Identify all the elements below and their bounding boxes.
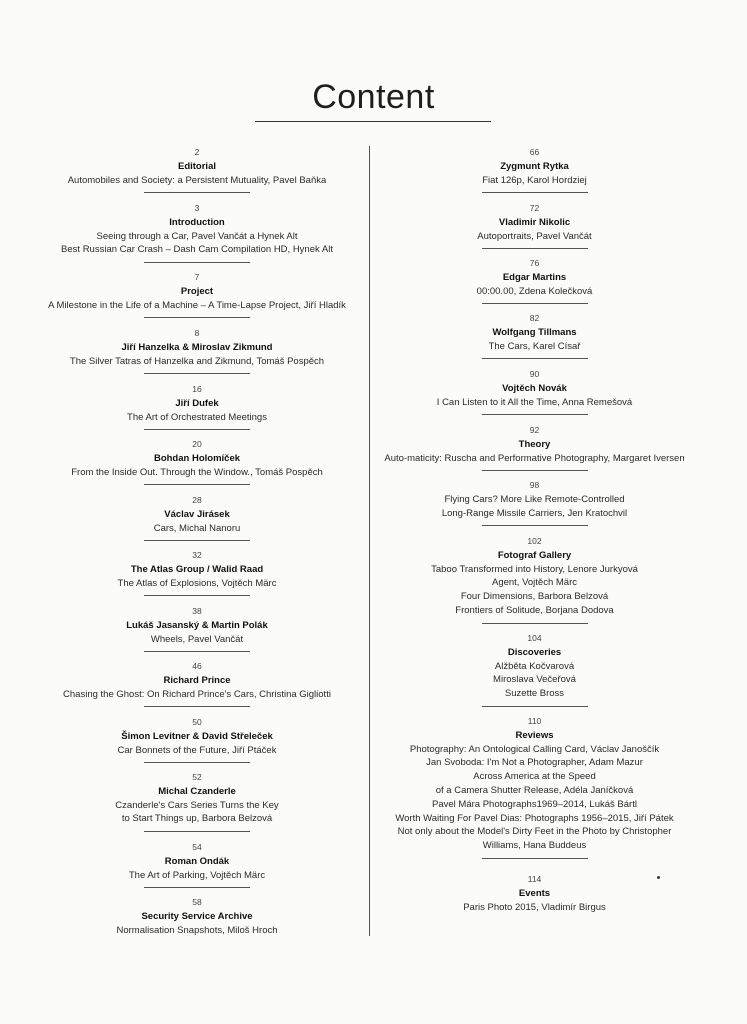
article-line: The Art of Orchestrated Meetings [127,411,267,423]
article-line: Taboo Transformed into History, Lenore Jurkyová [431,563,638,575]
entry-separator [482,303,588,304]
article-line: of a Camera Shutter Release, Adéla Janíčková [435,784,634,796]
section-name: Jiří Hanzelka & Miroslav Zikmund [121,341,273,353]
section-name: Events [518,887,551,899]
section-name: Richard Prince [163,674,231,686]
article-line: Pavel Mára Photographs1969–2014, Lukáš Bártl [432,798,637,810]
toc-entry [20,383,374,430]
toc-entry [372,535,697,624]
article-line: Car Bonnets of the Future, Jiří Ptáček [117,744,277,756]
page-number: 16 [192,384,202,394]
entry-separator [482,192,588,193]
entry-separator [144,887,250,888]
section-name: Vojtěch Novák [502,382,567,394]
toc-entry [372,632,697,707]
speck [657,876,660,879]
toc-entry [20,146,374,193]
section-name: Edgar Martins [502,271,567,283]
article-line: Long-Range Missile Carriers, Jen Kratochvil [441,507,628,519]
entry-separator [482,706,588,707]
article-line: The Cars, Karel Císař [488,340,581,352]
page-number: 114 [527,874,542,884]
section-name: Bohdan Holomíček [153,452,241,464]
toc-entry [20,271,374,318]
entry-separator [482,858,588,859]
page-number: 8 [194,328,200,338]
article-line: Not only about the Model's Dirty Feet in the Photo by Christopher [397,826,672,838]
article-line: Agent, Vojtěch Märc [491,577,578,589]
page-number: 46 [192,661,202,671]
toc-entry [372,368,697,415]
article-line: Flying Cars? More Like Remote-Controlled [444,493,625,505]
page-number: 72 [529,203,540,213]
toc-entry [20,327,374,374]
section-name: Wolfgang Tillmans [492,326,577,338]
section-name: Fotograf Gallery [497,549,572,561]
page-number: 66 [529,147,540,157]
toc-entry [20,896,374,937]
article-line: 00:00.00, Zdena Kolečková [476,285,593,297]
toc-entry [372,479,697,526]
page-number: 102 [527,536,542,546]
toc-entry [20,841,374,888]
section-name: Michal Czanderle [158,785,236,797]
section-name: Zygmunt Rytka [500,160,569,172]
page-number: 82 [529,313,540,323]
page-number: 7 [194,272,200,282]
toc-entry [20,716,374,763]
section-name: Discoveries [507,646,562,658]
article-line: Paris Photo 2015, Vladimír Birgus [463,901,606,913]
entry-separator [144,762,250,763]
toc-entry [20,771,374,832]
article-line: Chasing the Ghost: On Richard Prince's Cars, Christina Gigliotti [63,688,331,700]
article-line: Miroslava Večeřová [493,674,576,686]
article-line: Williams, Hana Buddeus [482,840,587,852]
page-number: 28 [192,495,202,505]
toc-entry [372,146,697,193]
article-line: Suzette Bross [504,688,565,700]
page-number: 90 [529,369,540,379]
article-line: Photography: An Ontological Calling Card, Václav Janoščík [409,743,660,755]
article-line: Worth Waiting For Pavel Dias: Photographs 1956–2015, Jiří Pátek [395,812,674,824]
page-title: Content [312,78,435,116]
section-name: Security Service Archive [141,910,253,922]
entry-separator [482,358,588,359]
entry-separator [144,373,250,374]
page-number: 92 [529,425,540,435]
page-number: 98 [529,480,540,490]
toc-entry [372,312,697,359]
article-line: Auto-maticity: Ruscha and Performative Photography, Margaret Iversen [384,452,685,464]
article-line: Automobiles and Society: a Persistent Mutuality, Pavel Baňka [67,174,327,186]
toc-entry [20,549,374,596]
entry-separator [144,706,250,707]
page-number: 20 [192,439,202,449]
toc-entry [372,715,697,859]
toc-entry [372,257,697,304]
article-line: The Silver Tatras of Hanzelka and Zikmund, Tomáš Pospěch [69,355,325,367]
article-line: The Atlas of Explosions, Vojtěch Märc [117,577,277,589]
entry-separator [482,248,588,249]
page-number: 76 [529,258,540,268]
article-line: Four Dimensions, Barbora Belzová [460,591,609,603]
toc-entry [20,494,374,541]
toc-entry [372,202,697,249]
entry-separator [144,831,250,832]
article-line: From the Inside Out. Through the Window., Tomáš Pospěch [71,466,323,478]
section-name: Václav Jirásek [164,508,230,520]
entry-separator [144,317,250,318]
article-line: Wheels, Pavel Vančát [150,633,244,645]
article-line: to Start Things up, Barbora Belzová [121,813,273,825]
section-name: Editorial [177,160,216,172]
entry-separator [144,429,250,430]
article-line: Fiat 126p, Karol Hordziej [482,174,587,186]
toc-entry [372,873,697,914]
article-line: Autoportraits, Pavel Vančát [477,230,592,242]
article-line: Czanderle's Cars Series Turns the Key [115,799,279,811]
page-number: 52 [192,772,202,782]
article-line: Across America at the Speed [473,771,596,783]
section-name: Šimon Levitner & David Střeleček [121,730,273,742]
toc-entry [372,424,697,471]
article-line: I Can Listen to it All the Time, Anna Remešová [436,396,633,408]
article-line: Jan Svoboda: I'm Not a Photographer, Adam Mazur [426,757,643,769]
page-number: 58 [192,897,202,907]
section-name: Reviews [515,729,554,741]
section-name: Roman Ondák [164,855,230,867]
page-number: 2 [194,147,200,157]
section-name: Project [180,285,214,297]
section-name: Vladimir Nikolic [498,216,571,228]
entry-separator [144,540,250,541]
section-name: Theory [518,438,551,450]
article-line: Seeing through a Car, Pavel Vančát a Hynek Alt [96,230,298,242]
page-number: 3 [194,203,200,213]
section-name: The Atlas Group / Walid Raad [130,563,264,575]
entry-separator [144,595,250,596]
entry-separator [482,470,588,471]
article-line: Best Russian Car Crash – Dash Cam Compilation HD, Hynek Alt [61,244,333,256]
entry-separator [144,651,250,652]
page-number: 38 [192,606,202,616]
title-underline [255,121,491,122]
toc-entry [20,438,374,485]
article-line: The Art of Parking, Vojtěch Märc [128,869,266,881]
page-number: 104 [527,633,542,643]
entry-separator [144,484,250,485]
toc-entry [20,660,374,707]
article-line: A Milestone in the Life of a Machine – A Time-Lapse Project, Jiří Hladík [48,299,346,311]
entry-separator [144,192,250,193]
section-name: Lukáš Jasanský & Martin Polák [126,619,268,631]
page-number: 50 [192,717,202,727]
article-line: Normalisation Snapshots, Miloš Hroch [116,924,278,936]
entry-separator [144,262,250,263]
entry-separator [482,525,588,526]
entry-separator [482,623,588,624]
section-name: Jiří Dufek [175,397,219,409]
article-line: Alžběta Kočvarová [494,660,575,672]
section-name: Introduction [169,216,225,228]
toc-entry [20,202,374,263]
entry-separator [482,414,588,415]
page-number: 54 [192,842,202,852]
article-line: Cars, Michal Nanoru [153,522,241,534]
article-line: Frontiers of Solitude, Borjana Dodova [455,604,614,616]
toc-entry [20,605,374,652]
page-number: 32 [192,550,202,560]
page-number: 110 [527,716,542,726]
